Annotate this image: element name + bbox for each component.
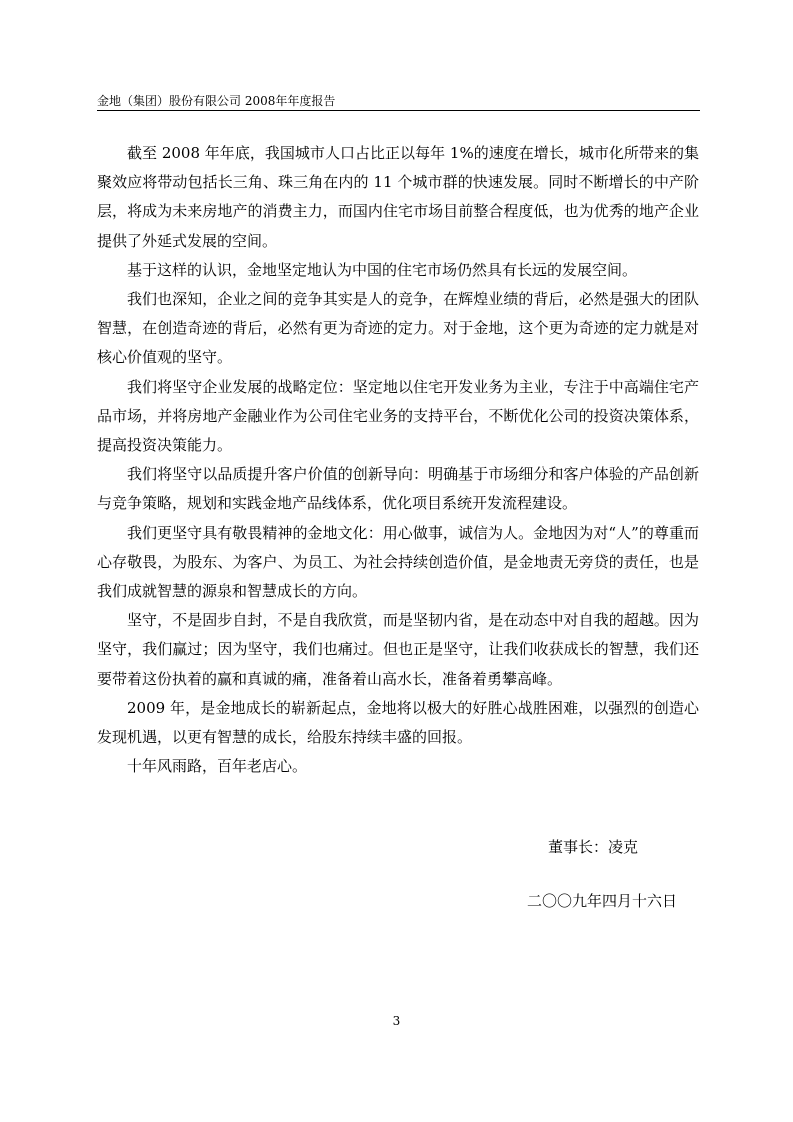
signature-line: 董事长：凌克 [548,838,639,856]
report-header: 金地（集团）股份有限公司 2008年年度报告 [97,94,336,108]
header-divider [97,110,700,111]
letter-body [97,139,699,781]
paragraph: 我们也深知，企业之间的竞争其实是人的竞争，在辉煌业绩的背后，必然是强大的团队智慧，在创造奇迹的背后，必然有更为奇迹的定力。对于金地，这个更为奇迹的定力就是对核心价值观的坚守。 [97,290,699,367]
page-number: 3 [392,1014,401,1028]
paragraph: 十年风雨路，百年老店心。 [127,757,308,776]
signature-date: 二〇〇九年四月十六日 [527,892,678,910]
paragraph: 我们将坚守企业发展的战略定位：坚定地以住宅开发业务为主业，专注于中高端住宅产品市场，并将房地产金融业作为公司住宅业务的支持平台，不断优化公司的投资决策体系，提高投资决策能力。 [97,377,699,455]
paragraph: 我们将坚守以品质提升客户价值的创新导向：明确基于市场细分和客户体验的产品创新与竞争策略，规划和实践金地产品线体系，优化项目系统开发流程建设。 [97,465,699,513]
paragraph: 基于这样的认识，金地坚定地认为中国的住宅市场仍然具有长远的发展空间。 [127,260,638,279]
paragraph: 我们更坚守具有敬畏精神的金地文化：用心做事，诚信为人。金地因为对“人”的尊重而心存敬畏，为股东、为客户、为员工、为社会持续创造价值，是金地责无旁贷的责任，也是我们成就智慧的源泉和智慧成长的方向。 [97,523,699,601]
paragraph: 2009 年，是金地成长的崭新起点，金地将以极大的好胜心战胜困难，以强烈的创造心发现机遇，以更有智慧的成长，给股东持续丰盛的回报。 [97,698,699,747]
paragraph: 坚守，不是固步自封，不是自我欣赏，而是坚韧内省，是在动态中对自我的超越。因为坚守，我们赢过；因为坚守，我们也痛过。但也正是坚守，让我们收获成长的智慧，我们还要带着这份执着的赢和真诚的痛，准备着山高水长，准备着勇攀高峰。 [97,611,699,688]
paragraph: 截至 2008 年年底，我国城市人口占比正以每年 1%的速度在增长，城市化所带来的集聚效应将带动包括长三角、珠三角在内的 11 个城市群的快速发展。同时不断增长的中产阶层，将成为未来房地产的消费主力，而国内住宅市场目前整合程度低，也为优秀的地产企业提供了外延式发展的空间。 [97,144,699,250]
